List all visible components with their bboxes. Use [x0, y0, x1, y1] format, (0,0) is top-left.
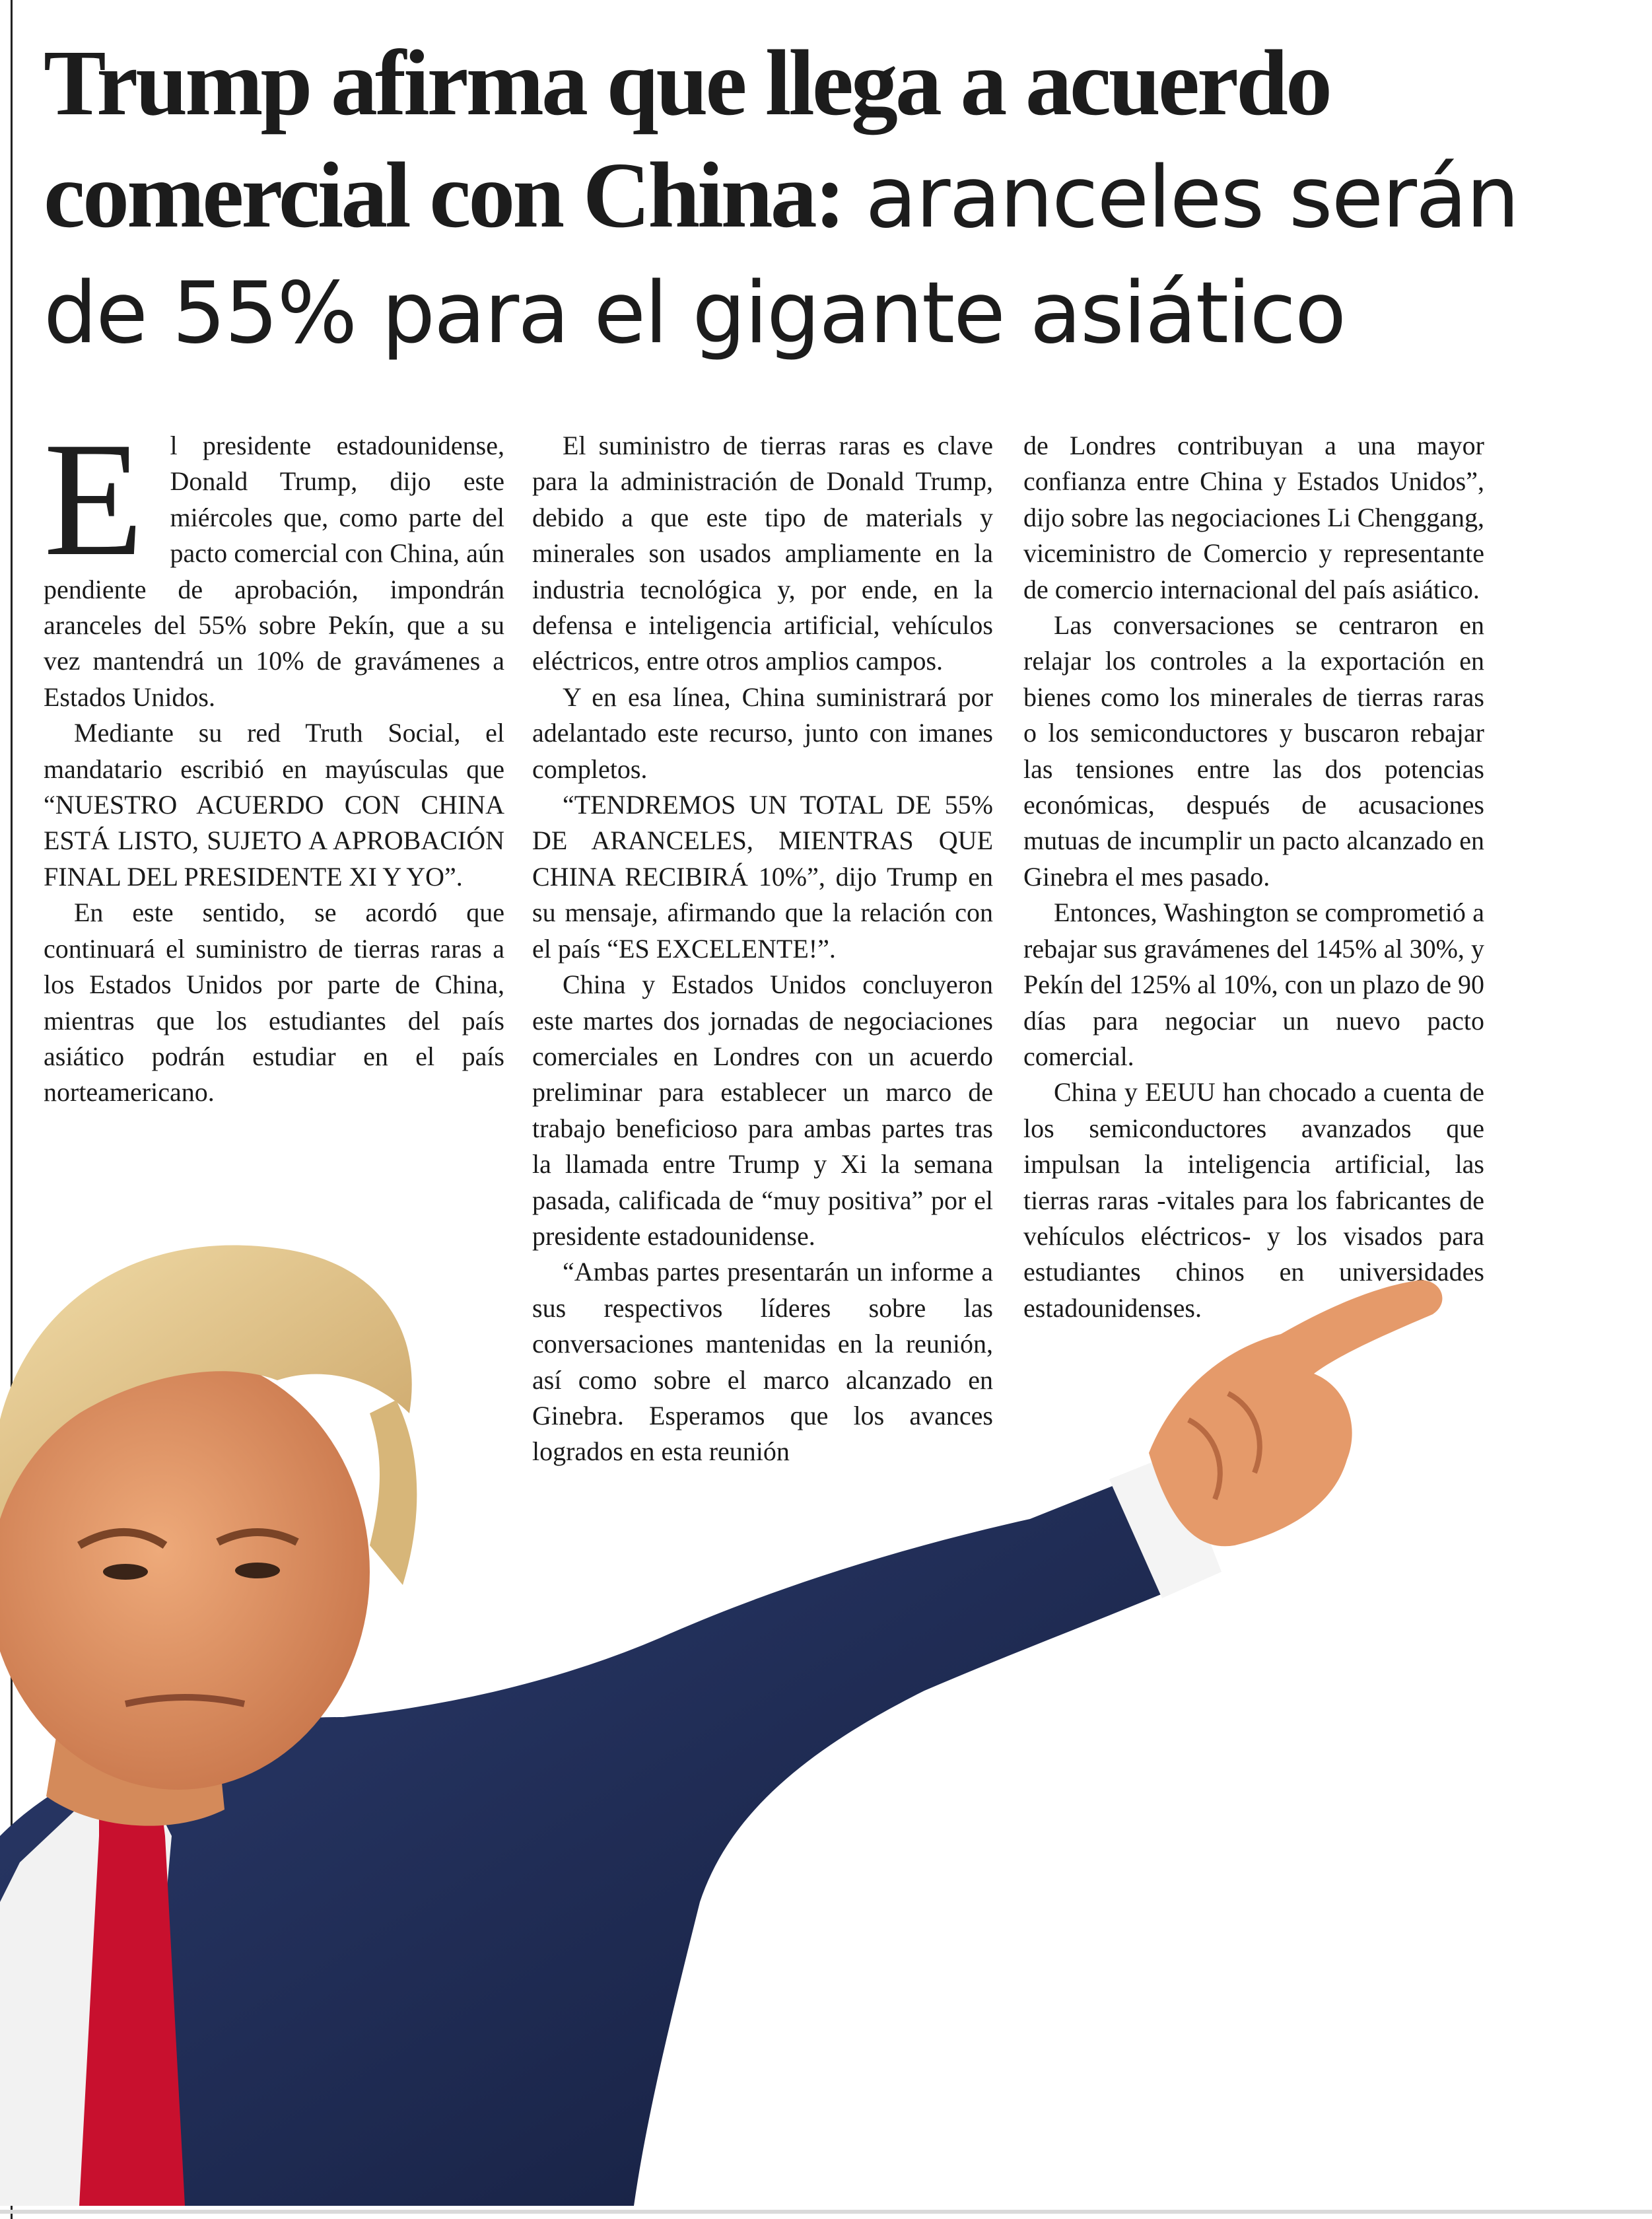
article-paragraph: Y en esa línea, China suministrará por adelantado este recurso, junto con imanes completos.: [532, 682, 993, 784]
drop-cap: E: [44, 408, 144, 590]
article-paragraph: El suministro de tierras raras es clave para la administración de Donald Trump, debido a que este tipo de materials y minerales son usados ampliamente en la industria tecnológica y, por ende, en la defensa e inteligencia artificial, vehículos eléctricos, entre otros amplios campos.: [532, 431, 993, 676]
article-paragraph: Entonces, Washington se comprometió a rebajar sus gravámenes del 145% al 30%, y Pekín del 125% al 10%, con un plazo de 90 días para negociar un nuevo pacto comercial.: [1023, 898, 1484, 1071]
article-paragraph: “Ambas partes presentarán un informe a sus respectivos líderes sobre las conversaciones mantenidas en la reunión, así como sobre el marco alcanzado en Ginebra. Esperamos que los avances logrados en esta reunión: [532, 1257, 993, 1467]
article-paragraph: Mediante su red Truth Social, el mandatario escribió en mayúsculas que “NUESTRO ACUERDO CON CHINA ESTÁ LISTO, SUJETO A APROBACIÓN FINAL DEL PRESIDENTE XI Y YO”.: [44, 718, 504, 892]
footer-rule: [0, 2210, 1652, 2214]
paragraph-text: l presidente estadounidense, Donald Trump, dijo este miércoles que, como parte del pacto comercial con China, aún pendiente de aprobación, impondrán aranceles del 55% sobre Pekín, que a su vez mantendrá un 10% de gravámenes a Estados Unidos.: [44, 431, 504, 712]
article-paragraph: de Londres contribuyan a una mayor confianza entre China y Estados Unidos”, dijo sobre las negociaciones Li Chenggang, viceministro de Comercio y representante de comercio internacional del país asiático.: [1023, 431, 1484, 604]
article-paragraph: Las conversaciones se centraron en relajar los controles a la exportación en bienes como los minerales de tierras raras o los semiconductores y buscaron rebajar las tensiones entre las dos potencias económicas, después de acusaciones mutuas de incumplir un pacto alcanzado en Ginebra el mes pasado.: [1023, 610, 1484, 892]
headline: [44, 26, 1628, 370]
article-paragraph: China y Estados Unidos concluyeron este martes dos jornadas de negociaciones comerciales en Londres con un acuerdo preliminar para establecer un marco de trabajo beneficioso para ambas partes tras la llamada entre Trump y Xi la semana pasada, calificada de “muy positiva” por el presidente estadounidense.: [532, 969, 993, 1251]
article-paragraph: China y EEUU han chocado a cuenta de los semiconductores avanzados que impulsan la inteligencia artificial, las tierras raras -vitales para los fabricantes de vehículos eléctricos- y los visados para estudiantes chinos en universidades estadounidenses.: [1023, 1077, 1484, 1323]
headline-subtitle: aranceles serán de 55% para el gigante asiático: [44, 149, 1519, 363]
trump-pointing-photo: [0, 1176, 1453, 2206]
pointing-hand: [1149, 1280, 1442, 1546]
headline-bold: Trump afirma que llega a acuerdo comercial con China:: [44, 30, 1330, 247]
article-paragraph: [44, 408, 504, 715]
article-paragraph: En este sentido, se acordó que continuará el suministro de tierras raras a los Estados Unidos por parte de China, mientras que los estudiantes del país asiático podrán estudiar en el país norteamericano.: [44, 898, 504, 1108]
article-column-1: [44, 408, 504, 1111]
article-paragraph: “TENDREMOS UN TOTAL DE 55% DE ARANCELES, MIENTRAS QUE CHINA RECIBIRÁ 10%”, dijo Trump en su mensaje, afirmando que la relación con el país “ES EXCELENTE!”.: [532, 790, 993, 964]
